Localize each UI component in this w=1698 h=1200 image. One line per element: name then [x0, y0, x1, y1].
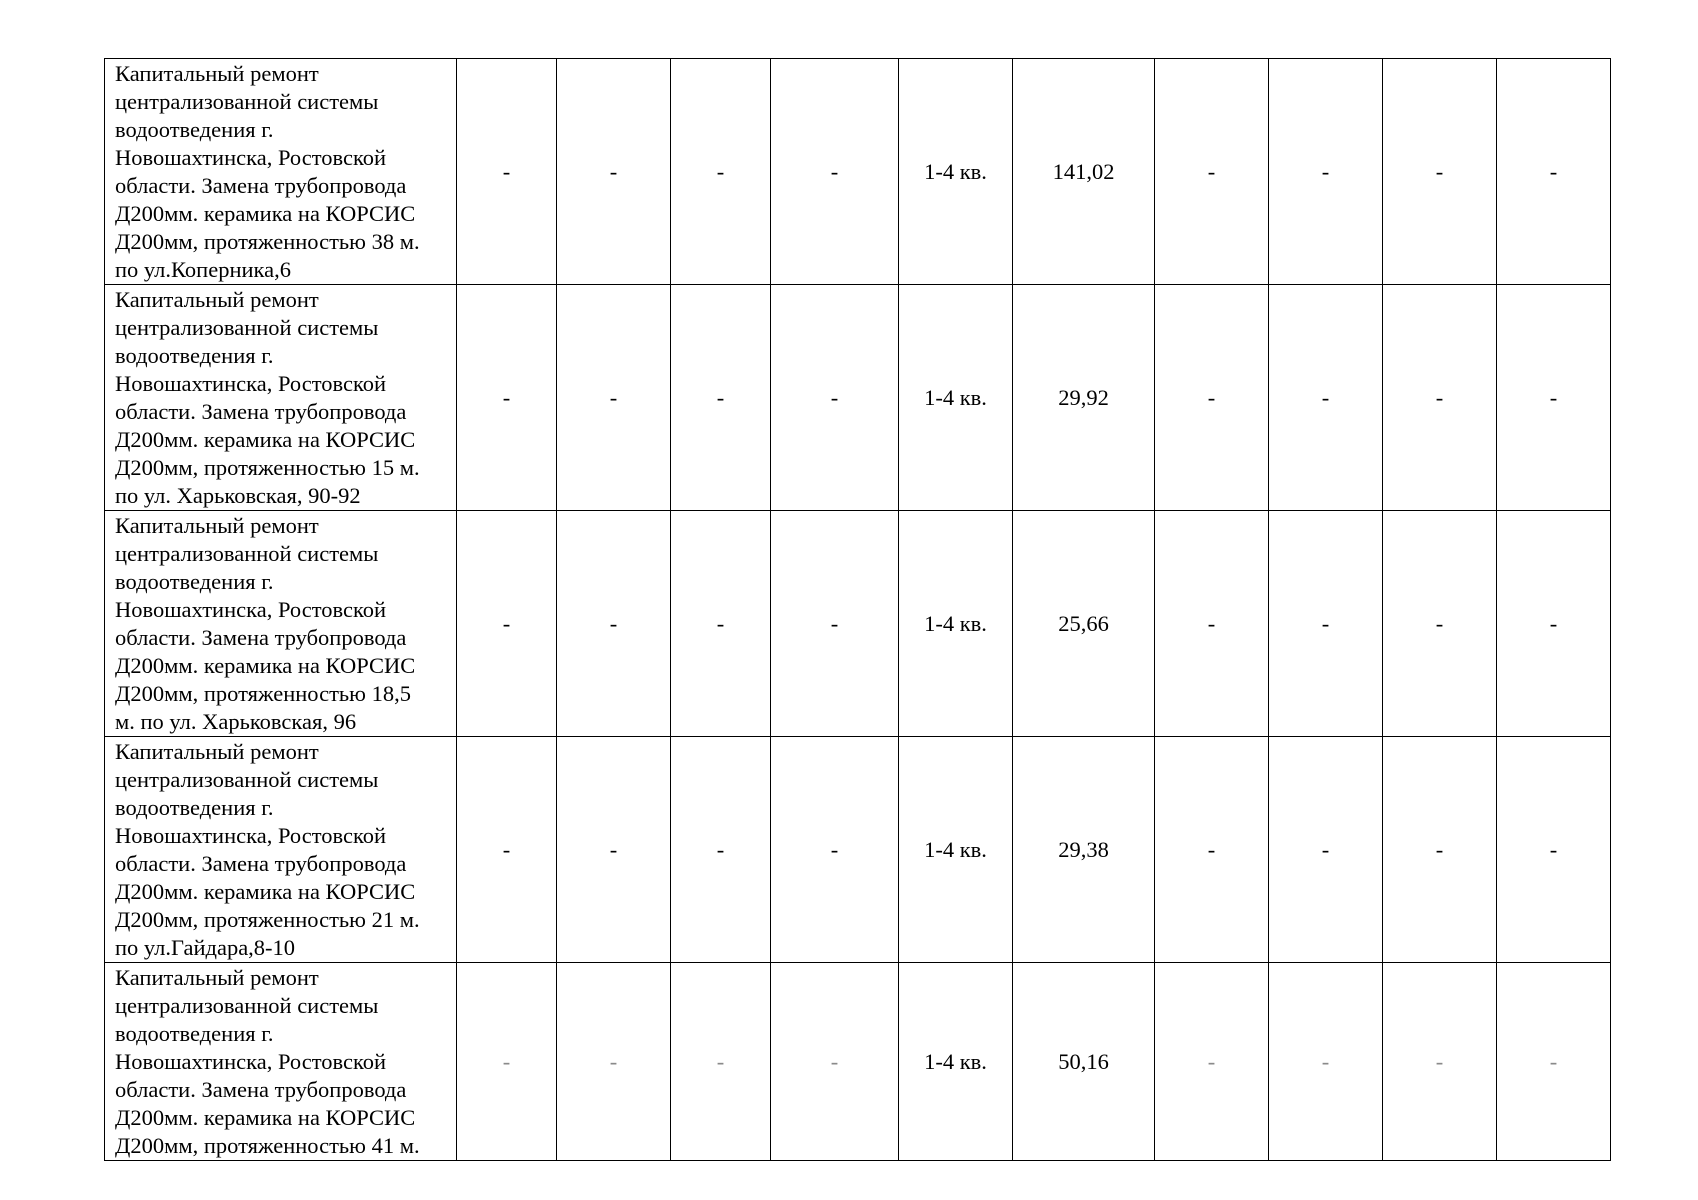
cell-value: - [830, 1048, 839, 1074]
works-table [104, 58, 1611, 1161]
cell-value: - [1207, 384, 1216, 410]
amount-value: 29,92 [1058, 384, 1109, 410]
value-cell [1155, 737, 1269, 963]
value-cell [1383, 511, 1497, 737]
amount-value: 29,38 [1058, 836, 1109, 862]
work-description-cell [105, 285, 457, 511]
period-value: 1-4 кв. [924, 610, 987, 636]
value-cell [557, 59, 671, 285]
value-cell [1269, 511, 1383, 737]
cell-value: - [830, 610, 839, 636]
period-cell [899, 737, 1013, 963]
value-cell [1269, 59, 1383, 285]
value-cell [771, 285, 899, 511]
cell-value: - [1321, 1048, 1330, 1074]
value-cell [1497, 285, 1611, 511]
value-cell [671, 963, 771, 1161]
cell-value: - [609, 158, 618, 184]
amount-cell [1013, 59, 1155, 285]
value-cell [1155, 963, 1269, 1161]
value-cell [771, 963, 899, 1161]
cell-value: - [716, 1048, 725, 1074]
table-row [105, 285, 1611, 511]
cell-value: - [502, 1048, 511, 1074]
period-cell [899, 511, 1013, 737]
value-cell [557, 285, 671, 511]
work-description: Капитальный ремонт централизованной системы водоотведения г. Новошахтинска, Ростовской области. Замена трубопровода Д200мм. керамика на КОРСИС Д200мм, протяженностью 15 м. по ул. Харьковская, 90-92 [115, 287, 420, 508]
cell-value: - [716, 610, 725, 636]
cell-value: - [1549, 836, 1558, 862]
cell-value: - [1435, 1048, 1444, 1074]
cell-value: - [1321, 384, 1330, 410]
value-cell [1155, 285, 1269, 511]
cell-value: - [830, 836, 839, 862]
cell-value: - [1207, 158, 1216, 184]
cell-value: - [609, 384, 618, 410]
work-description-cell [105, 59, 457, 285]
table-row [105, 737, 1611, 963]
work-description-cell [105, 511, 457, 737]
cell-value: - [716, 384, 725, 410]
work-description: Капитальный ремонт централизованной системы водоотведения г. Новошахтинска, Ростовской области. Замена трубопровода Д200мм. керамика на КОРСИС Д200мм, протяженностью 18,5 м. по ул. Харьковская, 96 [115, 513, 416, 734]
work-description-cell [105, 963, 457, 1161]
cell-value: - [1435, 384, 1444, 410]
cell-value: - [830, 384, 839, 410]
cell-value: - [502, 610, 511, 636]
value-cell [457, 59, 557, 285]
value-cell [771, 59, 899, 285]
value-cell [771, 511, 899, 737]
value-cell [671, 511, 771, 737]
amount-value: 141,02 [1052, 158, 1115, 184]
cell-value: - [1435, 836, 1444, 862]
cell-value: - [1549, 158, 1558, 184]
value-cell [1383, 963, 1497, 1161]
cell-value: - [716, 158, 725, 184]
amount-cell [1013, 963, 1155, 1161]
cell-value: - [1321, 836, 1330, 862]
amount-cell [1013, 285, 1155, 511]
work-description: Капитальный ремонт централизованной системы водоотведения г. Новошахтинска, Ростовской области. Замена трубопровода Д200мм. керамика на КОРСИС Д200мм, протяженностью 41 м. [115, 965, 420, 1158]
value-cell [457, 737, 557, 963]
cell-value: - [1321, 610, 1330, 636]
period-cell [899, 59, 1013, 285]
value-cell [671, 59, 771, 285]
cell-value: - [1435, 158, 1444, 184]
cell-value: - [1549, 1048, 1558, 1074]
cell-value: - [1207, 836, 1216, 862]
value-cell [1383, 285, 1497, 511]
table-row [105, 59, 1611, 285]
value-cell [671, 285, 771, 511]
value-cell [1497, 59, 1611, 285]
cell-value: - [830, 158, 839, 184]
cell-value: - [1435, 610, 1444, 636]
value-cell [557, 737, 671, 963]
table-row [105, 963, 1611, 1161]
amount-value: 50,16 [1058, 1048, 1109, 1074]
cell-value: - [1207, 610, 1216, 636]
cell-value: - [502, 836, 511, 862]
value-cell [1155, 59, 1269, 285]
value-cell [1383, 737, 1497, 963]
period-value: 1-4 кв. [924, 1048, 987, 1074]
amount-cell [1013, 737, 1155, 963]
value-cell [1383, 59, 1497, 285]
value-cell [457, 511, 557, 737]
cell-value: - [609, 610, 618, 636]
table-row [105, 511, 1611, 737]
value-cell [1155, 511, 1269, 737]
period-value: 1-4 кв. [924, 836, 987, 862]
value-cell [671, 737, 771, 963]
cell-value: - [1321, 158, 1330, 184]
amount-value: 25,66 [1058, 610, 1109, 636]
value-cell [1269, 737, 1383, 963]
period-value: 1-4 кв. [924, 384, 987, 410]
cell-value: - [609, 1048, 618, 1074]
cell-value: - [502, 384, 511, 410]
cell-value: - [502, 158, 511, 184]
cell-value: - [716, 836, 725, 862]
value-cell [1269, 285, 1383, 511]
work-description-cell [105, 737, 457, 963]
value-cell [457, 963, 557, 1161]
period-value: 1-4 кв. [924, 158, 987, 184]
amount-cell [1013, 511, 1155, 737]
cell-value: - [1549, 610, 1558, 636]
value-cell [457, 285, 557, 511]
value-cell [1497, 963, 1611, 1161]
value-cell [557, 963, 671, 1161]
period-cell [899, 963, 1013, 1161]
cell-value: - [1207, 1048, 1216, 1074]
work-description: Капитальный ремонт централизованной системы водоотведения г. Новошахтинска, Ростовской области. Замена трубопровода Д200мм. керамика на КОРСИС Д200мм, протяженностью 38 м. по ул.Коперника,6 [115, 61, 420, 282]
value-cell [771, 737, 899, 963]
value-cell [1497, 737, 1611, 963]
value-cell [557, 511, 671, 737]
value-cell [1269, 963, 1383, 1161]
value-cell [1497, 511, 1611, 737]
cell-value: - [609, 836, 618, 862]
cell-value: - [1549, 384, 1558, 410]
period-cell [899, 285, 1013, 511]
work-description: Капитальный ремонт централизованной системы водоотведения г. Новошахтинска, Ростовской области. Замена трубопровода Д200мм. керамика на КОРСИС Д200мм, протяженностью 21 м. по ул.Гайдара,8-10 [115, 739, 420, 960]
